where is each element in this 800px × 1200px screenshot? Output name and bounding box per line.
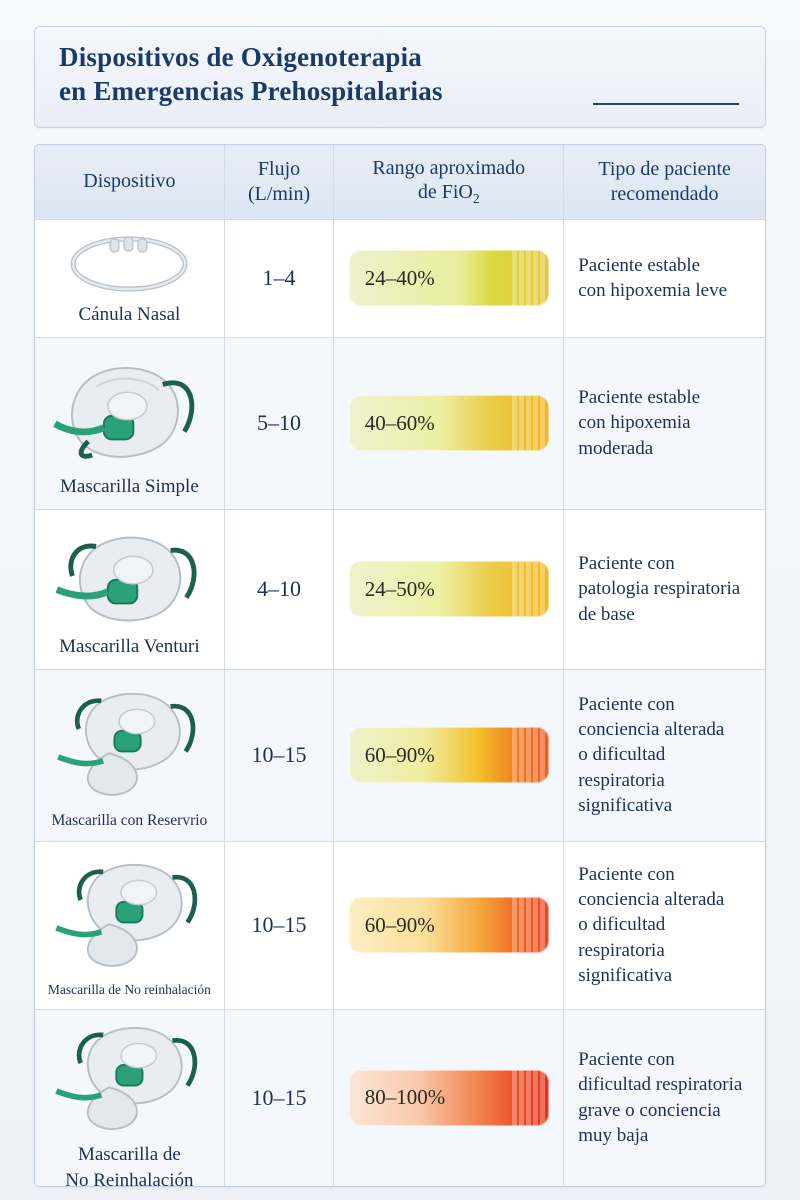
patient-line: significativa bbox=[578, 794, 673, 816]
table-row bbox=[35, 220, 765, 338]
column-header-patient-label-2: recomendado bbox=[610, 182, 719, 205]
flow-cell: 10–15 bbox=[225, 670, 335, 841]
flow-cell: 4–10 bbox=[225, 510, 335, 669]
column-header-flow bbox=[225, 145, 335, 219]
patient-line: o dificultad respiratoria bbox=[578, 744, 666, 791]
patient-line: conciencia alterada bbox=[578, 719, 725, 741]
fio2-bar-stripes bbox=[487, 250, 549, 306]
column-header-fio2-label: Rango aproximado bbox=[372, 156, 526, 179]
table-row bbox=[35, 338, 765, 510]
device-cell bbox=[35, 338, 225, 509]
patient-line: Paciente con bbox=[578, 1049, 675, 1071]
patient-line: significativa bbox=[578, 964, 673, 986]
fio2-value: 80–100% bbox=[364, 1085, 446, 1109]
device-label: Mascarilla con Reservrio bbox=[51, 811, 208, 829]
simple-mask-icon bbox=[47, 346, 212, 472]
column-header-flow-label: Flujo bbox=[257, 158, 301, 181]
patient-line: dificultad respiratoria bbox=[578, 1074, 743, 1096]
fio2-value: 40–60% bbox=[364, 410, 435, 435]
device-cell bbox=[35, 510, 225, 669]
patient-line: Paciente estable bbox=[578, 387, 701, 409]
fio2-cell bbox=[334, 338, 564, 509]
reservoir-mask-icon bbox=[47, 678, 212, 808]
nasal-cannula-icon bbox=[47, 228, 212, 300]
column-header-device-label: Dispositivo bbox=[83, 170, 176, 193]
device-label: Cánula Nasal bbox=[78, 303, 181, 325]
patient-cell bbox=[564, 670, 765, 841]
non-rebreather-mask-icon bbox=[47, 1018, 212, 1140]
patient-line: de base bbox=[578, 603, 635, 625]
fio2-cell bbox=[334, 670, 564, 841]
patient-line: conciencia alterada bbox=[578, 889, 725, 911]
fio2-range-bar bbox=[349, 395, 549, 451]
patient-cell bbox=[564, 338, 765, 509]
flow-cell: 5–10 bbox=[225, 338, 335, 509]
table-header-row bbox=[35, 145, 765, 220]
title-underline-rule bbox=[593, 103, 739, 105]
device-label: Mascarilla Simple bbox=[60, 475, 199, 497]
column-header-patient bbox=[564, 145, 765, 219]
patient-cell bbox=[564, 842, 765, 1009]
page-title-line-2: en Emergencias Prehospitalarias bbox=[59, 75, 443, 106]
fio2-cell bbox=[334, 842, 564, 1009]
patient-line: grave o conciencia bbox=[578, 1099, 721, 1121]
flow-cell: 1–4 bbox=[225, 220, 335, 337]
patient-cell bbox=[564, 510, 765, 669]
device-label: Mascarilla Venturi bbox=[59, 635, 200, 657]
patient-line: con hipoxemia leve bbox=[578, 280, 728, 301]
page-title-line-1: Dispositivos de Oxigenoterapia bbox=[59, 42, 423, 72]
fio2-bar-stripes bbox=[487, 1070, 549, 1126]
fio2-value: 24–40% bbox=[364, 265, 435, 290]
oxygen-devices-table bbox=[34, 144, 766, 1187]
device-cell bbox=[35, 842, 225, 1009]
fio2-bar-stripes bbox=[487, 561, 549, 617]
fio2-cell bbox=[334, 1010, 564, 1186]
fio2-range-bar bbox=[349, 250, 549, 306]
fio2-bar-stripes bbox=[487, 395, 549, 451]
fio2-range-bar bbox=[349, 727, 549, 783]
table-row bbox=[35, 842, 765, 1010]
fio2-range-bar bbox=[349, 1070, 549, 1126]
patient-line: Paciente con bbox=[578, 553, 675, 575]
fio2-range-bar bbox=[349, 897, 549, 953]
venturi-mask-icon bbox=[47, 518, 212, 632]
device-label-line-2: No Reinhalación bbox=[65, 1170, 194, 1187]
title-card bbox=[34, 26, 766, 128]
fio2-value: 60–90% bbox=[364, 912, 435, 937]
column-header-patient-label: Tipo de paciente bbox=[598, 158, 731, 181]
column-header-flow-units: (L/min) bbox=[247, 182, 311, 205]
patient-line: muy baja bbox=[578, 1124, 649, 1146]
patient-cell bbox=[564, 1010, 765, 1186]
non-rebreather-mask-icon bbox=[47, 850, 212, 979]
patient-line: patologia respiratoria bbox=[578, 578, 741, 600]
fio2-value: 24–50% bbox=[364, 576, 435, 601]
fio2-value: 60–90% bbox=[364, 742, 435, 767]
table-row bbox=[35, 670, 765, 842]
column-header-device bbox=[35, 145, 225, 219]
fio2-cell bbox=[334, 220, 564, 337]
fio2-bar-stripes bbox=[487, 897, 549, 953]
table-row bbox=[35, 510, 765, 670]
device-label: Mascarilla de bbox=[77, 1143, 181, 1165]
fio2-range-bar bbox=[349, 561, 549, 617]
device-cell bbox=[35, 670, 225, 841]
fio2-bar-stripes bbox=[487, 727, 549, 783]
device-label: Mascarilla de No reinhalación bbox=[47, 982, 211, 998]
table-row bbox=[35, 1010, 765, 1186]
device-cell bbox=[35, 220, 225, 337]
table-body bbox=[35, 220, 765, 1186]
column-header-fio2-label-2: de FiO$_2$ bbox=[417, 180, 480, 206]
patient-cell bbox=[564, 220, 765, 337]
column-header-fio2 bbox=[334, 145, 564, 219]
patient-line: Paciente con bbox=[578, 864, 675, 886]
flow-cell: 10–15 bbox=[225, 1010, 335, 1186]
patient-line: moderada bbox=[578, 437, 654, 459]
fio2-cell bbox=[334, 510, 564, 669]
device-cell bbox=[35, 1010, 225, 1186]
patient-line: con hipoxemia bbox=[578, 412, 691, 434]
patient-line: Paciente con bbox=[578, 694, 675, 716]
patient-line: Paciente estable bbox=[578, 254, 701, 276]
patient-line: o dificultad respiratoria bbox=[578, 914, 666, 961]
flow-cell: 10–15 bbox=[225, 842, 335, 1009]
